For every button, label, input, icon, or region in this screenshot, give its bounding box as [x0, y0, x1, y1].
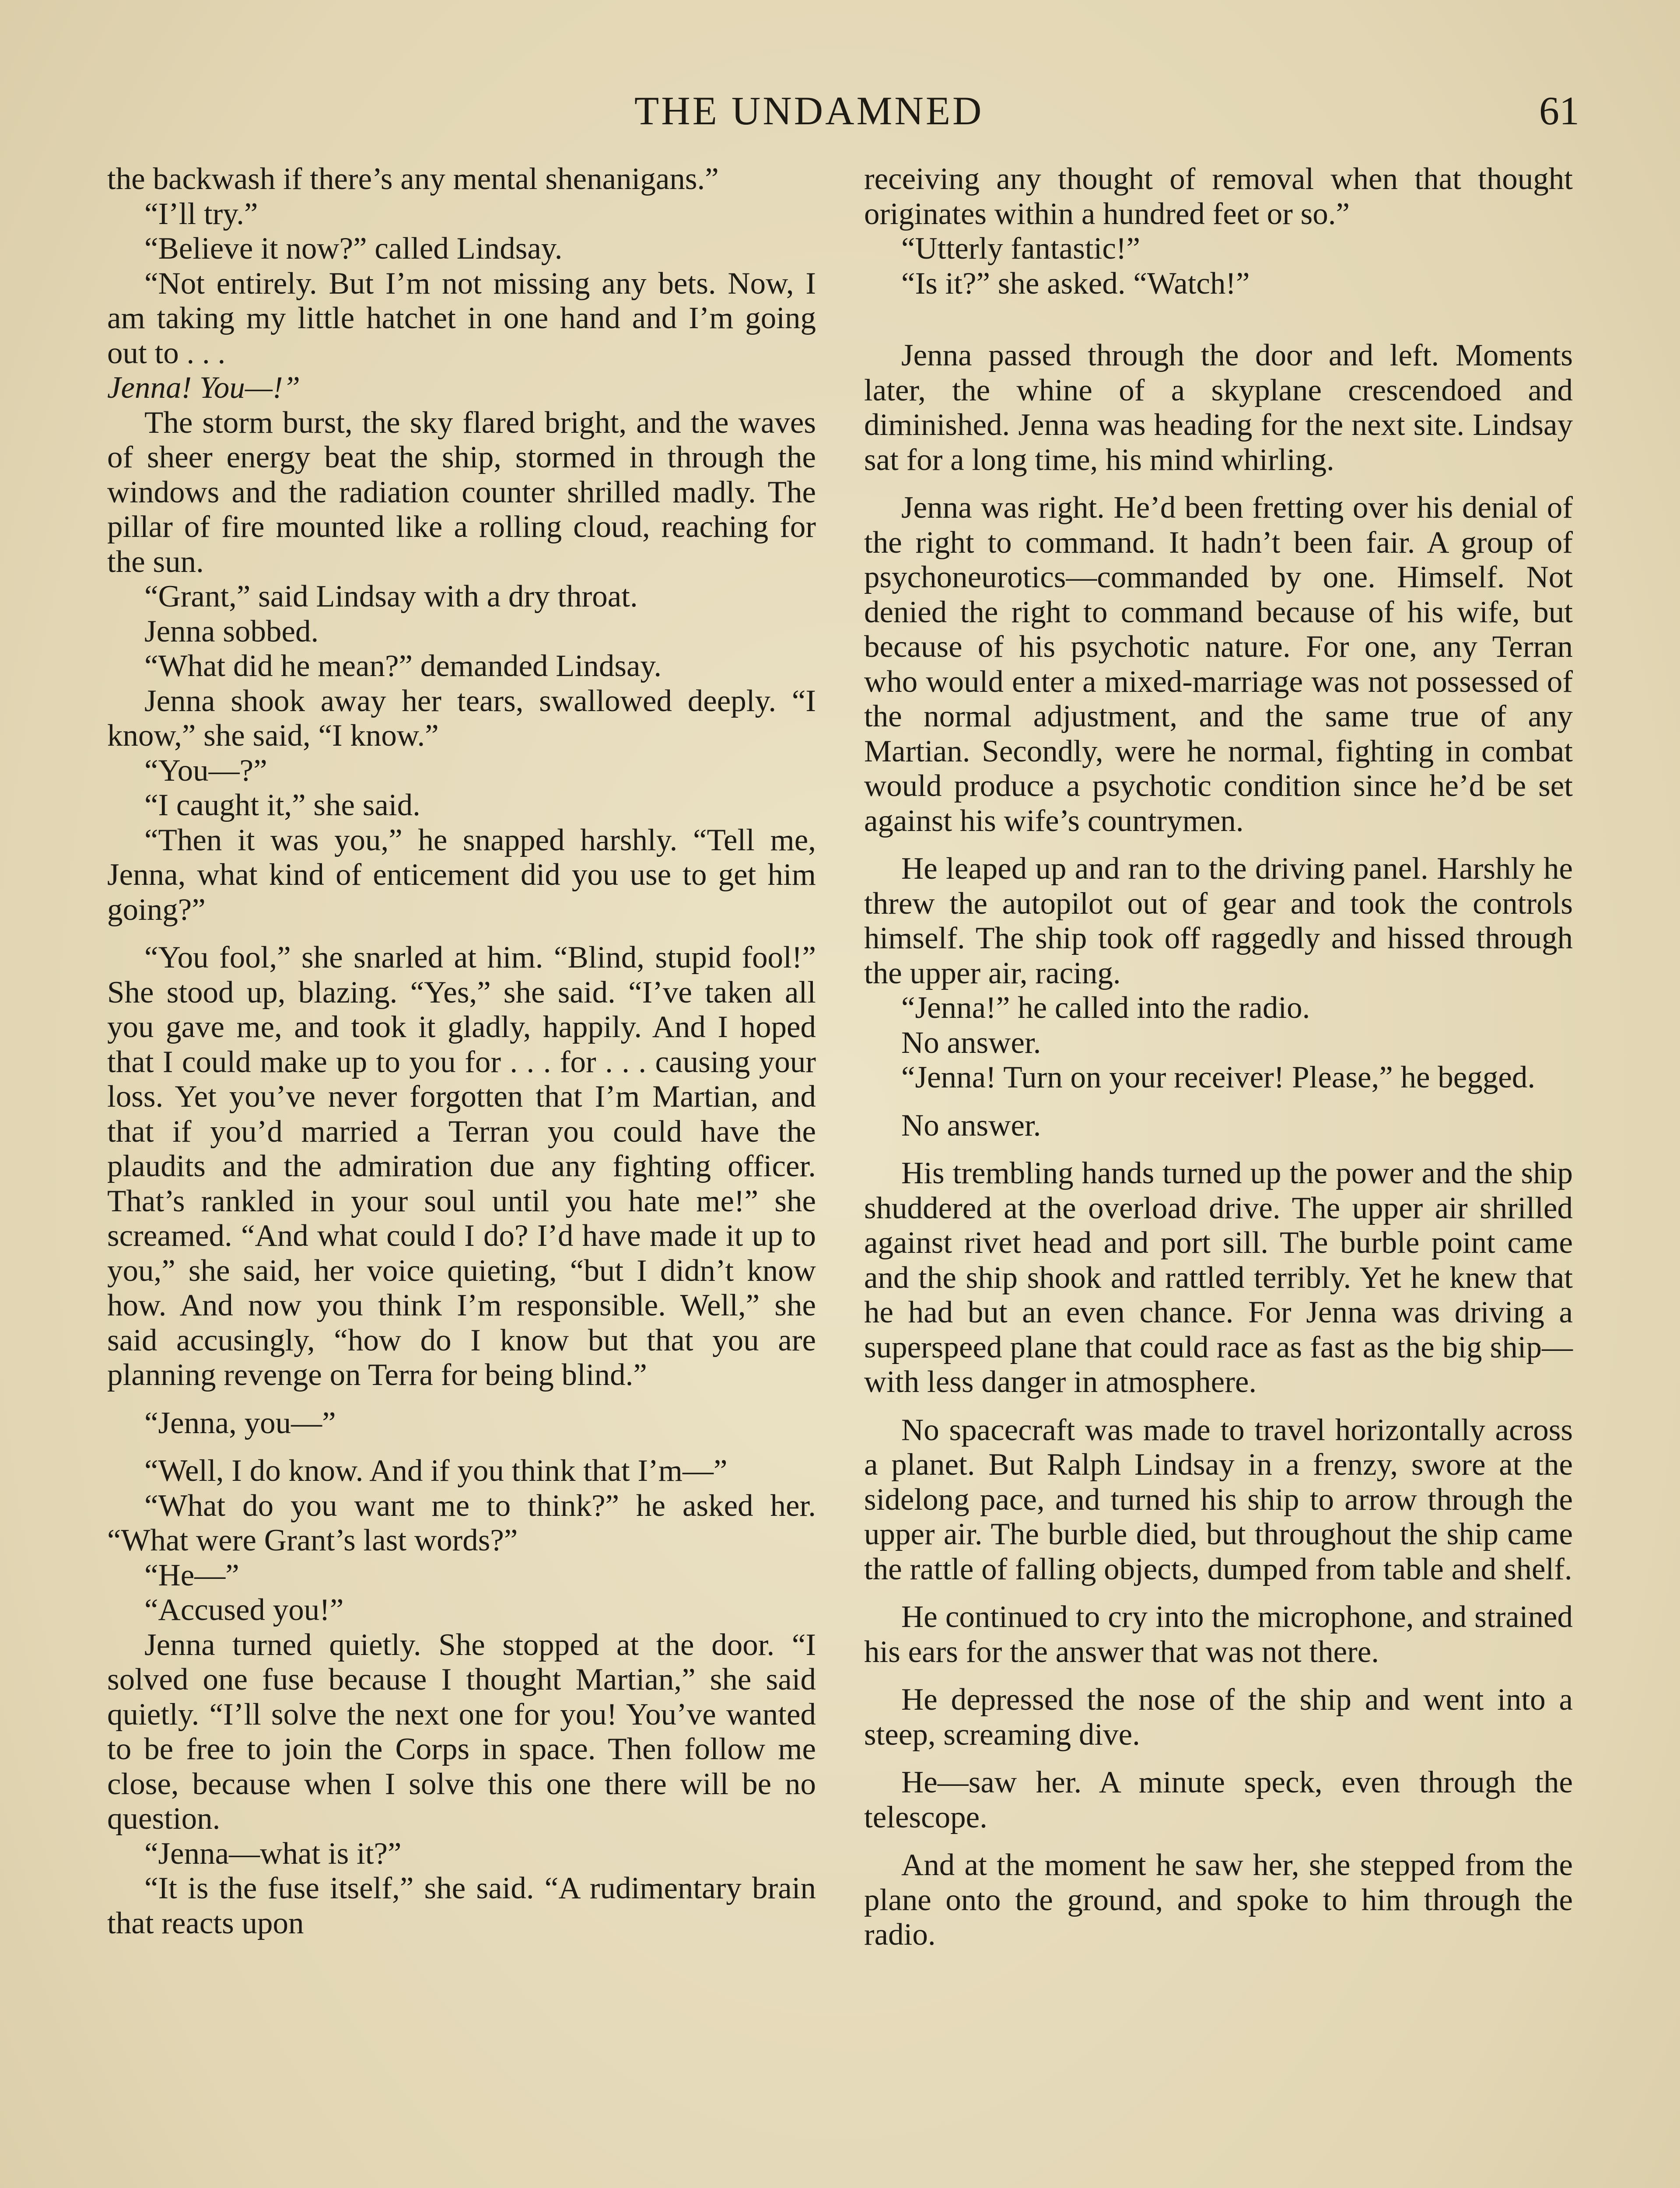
paragraph: “I’ll try.”	[144, 196, 258, 231]
paragraph: “You fool,” she snarled at him. “Blind, stupid fool!” She stood up, blazing. “Yes,” she said. “I’ve taken all you gave me, and took it gladly, happily. And I hoped that I could make up to you for . . . for . . . causing your loss. Yet you’ve never forgotten that I’m Martian, and that if you’d married a Terran you could have the plaudits and the admiration due any fighting officer. That’s rankled in your soul until you hate me!” she screamed. “And what could I do? I’d have made it up to you,” she said, her voice quieting, “but I didn’t know how. And now you think I’m responsible. Well,” she said accusingly, “how do I know but that you are planning revenge on Terra for being blind.”	[107, 940, 816, 1392]
running-title: THE UNDAMNED	[634, 88, 984, 133]
paragraph: He leaped up and ran to the driving panel. Harshly he threw the autopilot out of gear and took the controls himself. The ship took off raggedly and hissed through the upper air, racing.	[864, 852, 1573, 990]
left-column	[107, 162, 816, 1941]
paragraph: Jenna shook away her tears, swallowed deeply. “I know,” she said, “I know.”	[107, 684, 816, 753]
paragraph: “I caught it,” she said.	[144, 788, 420, 822]
right-column	[864, 162, 1573, 1953]
paragraph: “Well, I do know. And if you think that I’m—”	[144, 1454, 728, 1488]
paragraph: “Jenna—what is it?”	[144, 1836, 402, 1871]
paragraph: No answer.	[901, 1025, 1041, 1060]
paragraph: Jenna turned quietly. She stopped at the door. “I solved one fuse because I thought Martian,” she said quietly. “I’ll solve the next one for you! You’ve wanted to be free to join the Corps in space. Then follow me close, because when I solve this one there will be no question.	[107, 1627, 816, 1836]
page-header	[634, 88, 1579, 140]
paragraph: “What do you want me to think?” he asked her. “What were Grant’s last words?”	[107, 1488, 816, 1557]
paragraph: the backwash if there’s any mental shenanigans.”	[107, 162, 719, 196]
paragraph: “Then it was you,” he snapped harshly. “Tell me, Jenna, what kind of enticement did you use to get him going?”	[107, 823, 816, 927]
paragraph: Jenna sobbed.	[144, 614, 319, 649]
paragraph: “Jenna! Turn on your receiver! Please,” he begged.	[901, 1060, 1536, 1094]
paragraph: And at the moment he saw her, she stepped from the plane onto the ground, and spoke to him through the radio.	[864, 1848, 1573, 1952]
paragraph: He depressed the nose of the ship and went into a steep, screaming dive.	[864, 1683, 1573, 1752]
paragraph: “Believe it now?” called Lindsay.	[144, 231, 563, 266]
paragraph: “Jenna!” he called into the radio.	[901, 991, 1310, 1025]
paragraph: Jenna was right. He’d been fretting over his denial of the right to command. It hadn’t been fair. A group of psychoneurotics—commanded by one. Himself. Not denied the right to command because of his wife, but because of his psychotic nature. For one, any Terran who would enter a mixed-marriage was not possessed of the normal adjustment, and the same true of any Martian. Secondly, were he normal, fighting in combat would produce a psychotic condition since he’d be set against his wife’s countrymen.	[864, 491, 1573, 838]
paragraph: “You—?”	[144, 753, 267, 788]
paragraph: “Utterly fantastic!”	[901, 231, 1141, 266]
paragraph: “Is it?” she asked. “Watch!”	[901, 266, 1250, 301]
paragraph: “He—”	[144, 1558, 239, 1592]
paragraph: “Jenna, you—”	[144, 1406, 336, 1440]
paragraph: receiving any thought of removal when that thought originates within a hundred feet or so.”	[864, 162, 1573, 231]
paragraph: “Not entirely. But I’m not missing any bets. Now, I am taking my little hatchet in one hand and I’m going out to . . .	[107, 266, 816, 370]
paragraph: He—saw her. A minute speck, even through the telescope.	[864, 1765, 1573, 1834]
paragraph: No spacecraft was made to travel horizontally across a planet. But Ralph Lindsay in a frenzy, swore at the sidelong pace, and turned his ship to arrow through the upper air. The burble died, but throughout the ship came the rattle of falling objects, dumped from table and shelf.	[864, 1413, 1573, 1586]
paragraph: No answer.	[901, 1108, 1041, 1143]
paragraph: His trembling hands turned up the power and the ship shuddered at the overload drive. The upper air shrilled against rivet head and port sill. The burble point came and the ship shook and rattled terribly. Yet he knew that he had but an even chance. For Jenna was driving a superspeed plane that could race as fast as the big ship—with less danger in atmosphere.	[864, 1156, 1573, 1399]
paragraph: Jenna! You—!”	[107, 371, 301, 405]
paragraph: “It is the fuse itself,” she said. “A rudimentary brain that reacts upon	[107, 1871, 816, 1940]
paragraph: The storm burst, the sky flared bright, and the waves of sheer energy beat the ship, stormed in through the windows and the radiation counter shrilled madly. The pillar of fire mounted like a rolling cloud, reaching for the sun.	[107, 405, 816, 579]
paragraph: “Grant,” said Lindsay with a dry throat.	[144, 579, 638, 614]
paragraph: He continued to cry into the microphone, and strained his ears for the answer that was not there.	[864, 1600, 1573, 1669]
paragraph: “What did he mean?” demanded Lindsay.	[144, 649, 662, 683]
paragraph: “Accused you!”	[144, 1593, 344, 1627]
page-number: 61	[1539, 88, 1579, 133]
paragraph: Jenna passed through the door and left. Moments later, the whine of a skyplane crescendoed and diminished. Jenna was heading for the next site. Lindsay sat for a long time, his mind whirling.	[864, 338, 1573, 477]
